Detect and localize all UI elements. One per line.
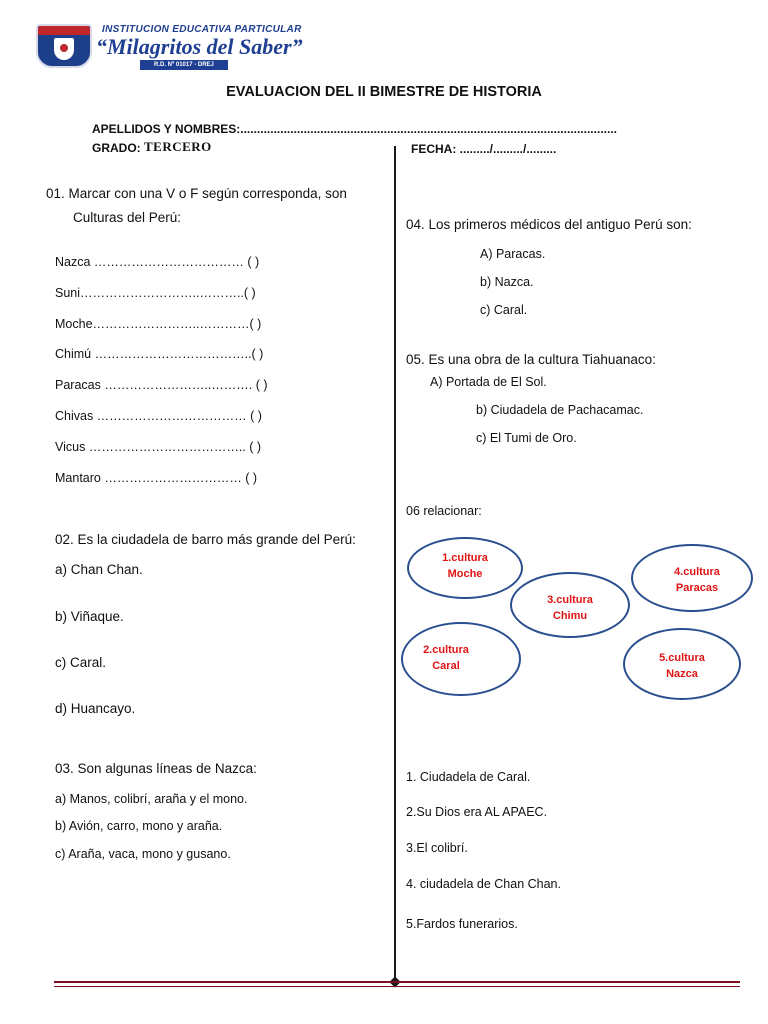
q4-question: 04. Los primeros médicos del antiguo Perú son:	[406, 217, 692, 232]
footer-rule	[54, 986, 740, 987]
q6-item: 3.El colibrí.	[406, 841, 468, 855]
bubble-line: Moche	[447, 568, 483, 580]
culture-bubble-chimu	[510, 572, 630, 638]
names-field: APELLIDOS Y NOMBRES:.................................................................................................................	[92, 122, 617, 136]
bubble-line: Nazca	[666, 668, 698, 680]
footer-rule	[54, 981, 740, 983]
q2-option: d) Huancayo.	[55, 701, 136, 716]
q4-option: b) Nazca.	[480, 275, 534, 289]
q2-question: 02. Es la ciudadela de barro más grande del Perú:	[55, 532, 356, 547]
date-field: FECHA: ........./........./.........	[411, 142, 557, 156]
q3-option: b) Avión, carro, mono y araña.	[55, 819, 223, 833]
q4-option: A) Paracas.	[480, 247, 546, 261]
q6-item: 1. Ciudadela de Caral.	[406, 770, 531, 784]
q1-item: Mantaro …………………………… ( )	[55, 471, 258, 485]
school-logo-icon	[36, 24, 92, 68]
q1-item: Paracas ……………………..………. ( )	[55, 378, 268, 392]
q3-option: c) Araña, vaca, mono y gusano.	[55, 847, 231, 861]
q6-item: 5.Fardos funerarios.	[406, 917, 518, 931]
q1-item: Vicus ……………………………….. ( )	[55, 440, 262, 454]
q4-option: c) Caral.	[480, 303, 528, 317]
q2-option: a) Chan Chan.	[55, 562, 143, 577]
q1-item: Suni………………………..………..( )	[55, 286, 256, 300]
culture-bubble-paracas	[631, 544, 753, 612]
institution-type: INSTITUCION EDUCATIVA PARTICULAR	[102, 24, 302, 35]
q3-option: a) Manos, colibrí, araña y el mono.	[55, 792, 248, 806]
q1-item: Nazca ……………………………… ( )	[55, 255, 260, 269]
institution-resolution: R.D. Nº 01017 - DREJ	[140, 60, 228, 70]
bubble-line: Chimu	[552, 610, 588, 622]
bubble-line: 1.cultura	[442, 552, 488, 564]
culture-bubble-caral	[401, 622, 521, 696]
q5-question: 05. Es una obra de la cultura Tiahuanaco:	[406, 352, 656, 367]
bubble-line: 4.cultura	[674, 566, 720, 578]
culture-bubble-moche	[407, 537, 523, 599]
q5-option: A) Portada de El Sol.	[430, 375, 547, 389]
q1-item: Moche……………………..…………( )	[55, 317, 262, 331]
culture-bubble-nazca	[623, 628, 741, 700]
exam-title: EVALUACION DEL II BIMESTRE DE HISTORIA	[226, 84, 542, 100]
q6-item: 2.Su Dios era AL APAEC.	[406, 805, 548, 819]
grade-value: TERCERO	[144, 139, 212, 154]
q6-label: 06 relacionar:	[406, 504, 482, 518]
q5-option: c) El Tumi de Oro.	[476, 431, 577, 445]
bubble-line: 3.cultura	[547, 594, 593, 606]
q6-item: 4. ciudadela de Chan Chan.	[406, 877, 561, 891]
bubble-line: 2.cultura	[423, 644, 469, 656]
q5-option: b) Ciudadela de Pachacamac.	[476, 403, 644, 417]
q1-question-line2: Culturas del Perú:	[73, 210, 182, 225]
bubble-line: Paracas	[675, 582, 719, 594]
bubble-line: Caral	[432, 660, 460, 672]
bubble-line: 5.cultura	[659, 652, 705, 664]
q2-option: b) Viñaque.	[55, 609, 124, 624]
q1-item: Chimú ………………………………..( )	[55, 347, 264, 361]
column-divider	[394, 146, 396, 982]
institution-name: “Milagritos del Saber”	[96, 34, 303, 59]
q2-option: c) Caral.	[55, 655, 107, 670]
grade-label: GRADO:	[92, 141, 141, 155]
q3-question: 03. Son algunas líneas de Nazca:	[55, 761, 257, 776]
q1-question-line1: 01. Marcar con una V o F según corresponda, son	[46, 186, 347, 201]
q1-item: Chivas ……………………………… ( )	[55, 409, 262, 423]
